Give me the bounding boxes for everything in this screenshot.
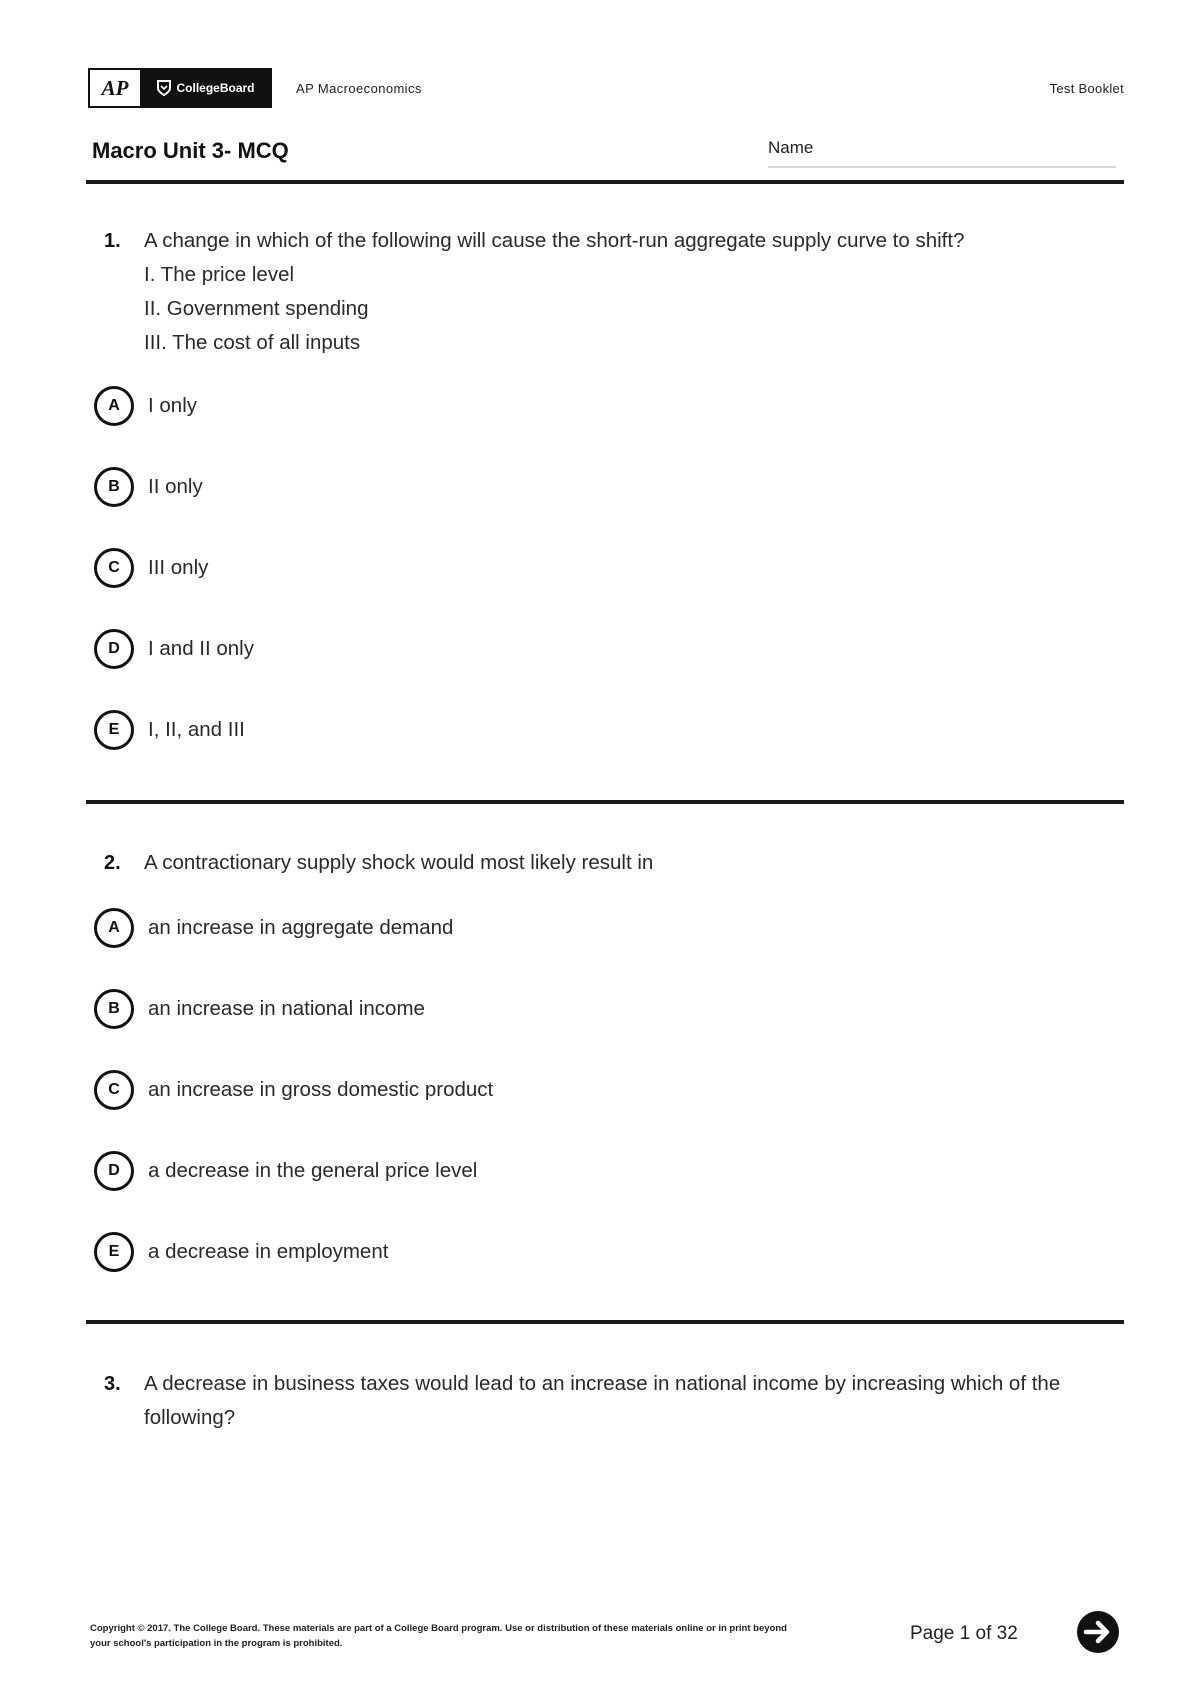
choice-bubble[interactable]: B xyxy=(94,467,134,507)
choice-text: I and II only xyxy=(148,637,254,660)
question-number: 2. xyxy=(104,852,121,874)
answer-choice-a[interactable] xyxy=(94,384,197,428)
name-field-line[interactable] xyxy=(768,166,1116,168)
college-board-wordmark: CollegeBoard xyxy=(176,81,255,95)
next-arrow-icon[interactable] xyxy=(1076,1610,1120,1654)
choice-bubble[interactable]: D xyxy=(94,1151,134,1191)
choice-text: III only xyxy=(148,556,209,579)
answer-choice-c[interactable] xyxy=(94,1068,493,1112)
booklet-label: Test Booklet xyxy=(1049,81,1124,96)
page-number: Page 1 of 32 xyxy=(910,1623,1018,1644)
name-label: Name xyxy=(768,138,814,157)
question-1 xyxy=(86,224,1124,741)
answer-choice-b[interactable] xyxy=(94,465,203,509)
question-number: 1. xyxy=(104,230,121,252)
question-statement: I. The price level xyxy=(144,263,295,286)
choice-text: II only xyxy=(148,475,203,498)
choice-bubble[interactable]: D xyxy=(94,629,134,669)
ap-college-board-logo xyxy=(88,68,272,108)
choice-bubble[interactable]: C xyxy=(94,1070,134,1110)
choice-text: I only xyxy=(148,394,197,417)
question-2 xyxy=(86,846,1124,1263)
answer-choice-d[interactable] xyxy=(94,627,254,671)
shield-icon xyxy=(157,80,171,96)
choice-bubble[interactable]: A xyxy=(94,908,134,948)
choice-text: I, II, and III xyxy=(148,718,245,741)
college-board-logo xyxy=(142,70,270,106)
choice-bubble[interactable]: B xyxy=(94,989,134,1029)
ap-logo: AP xyxy=(90,70,142,106)
question-statement: II. Government spending xyxy=(144,297,369,320)
choice-bubble[interactable]: E xyxy=(94,1232,134,1272)
answer-choice-a[interactable] xyxy=(94,906,453,950)
choice-text: an increase in gross domestic product xyxy=(148,1078,494,1101)
question-statement: III. The cost of all inputs xyxy=(144,331,361,354)
question-text: A contractionary supply shock would most likely result in xyxy=(144,851,654,874)
page-title: Macro Unit 3- MCQ xyxy=(92,138,289,163)
question-divider xyxy=(86,800,1124,804)
answer-choice-e[interactable] xyxy=(94,1230,388,1274)
subject-label: AP Macroeconomics xyxy=(296,81,422,96)
copyright-notice: Copyright © 2017. The College Board. These materials are part of a College Board program. Use or distribution of these materials online or in print beyond your school's participation in the program is prohibited. xyxy=(90,1623,787,1649)
choice-bubble[interactable]: A xyxy=(94,386,134,426)
choice-text: an increase in national income xyxy=(148,997,425,1020)
answer-choice-e[interactable] xyxy=(94,708,245,752)
question-divider xyxy=(86,1320,1124,1324)
question-number: 3. xyxy=(104,1373,121,1395)
header-divider xyxy=(86,180,1124,184)
answer-choice-c[interactable] xyxy=(94,546,208,590)
question-3 xyxy=(86,1367,1124,1435)
question-text: A decrease in business taxes would lead to an increase in national income by increasing which of the following? xyxy=(144,1372,1061,1429)
choice-text: a decrease in the general price level xyxy=(148,1159,478,1182)
question-text: A change in which of the following will cause the short-run aggregate supply curve to shift? xyxy=(144,229,965,252)
choice-text: a decrease in employment xyxy=(148,1240,389,1263)
choice-text: an increase in aggregate demand xyxy=(148,916,454,939)
answer-choice-b[interactable] xyxy=(94,987,425,1031)
answer-choice-d[interactable] xyxy=(94,1149,477,1193)
choice-bubble[interactable]: E xyxy=(94,710,134,750)
choice-bubble[interactable]: C xyxy=(94,548,134,588)
